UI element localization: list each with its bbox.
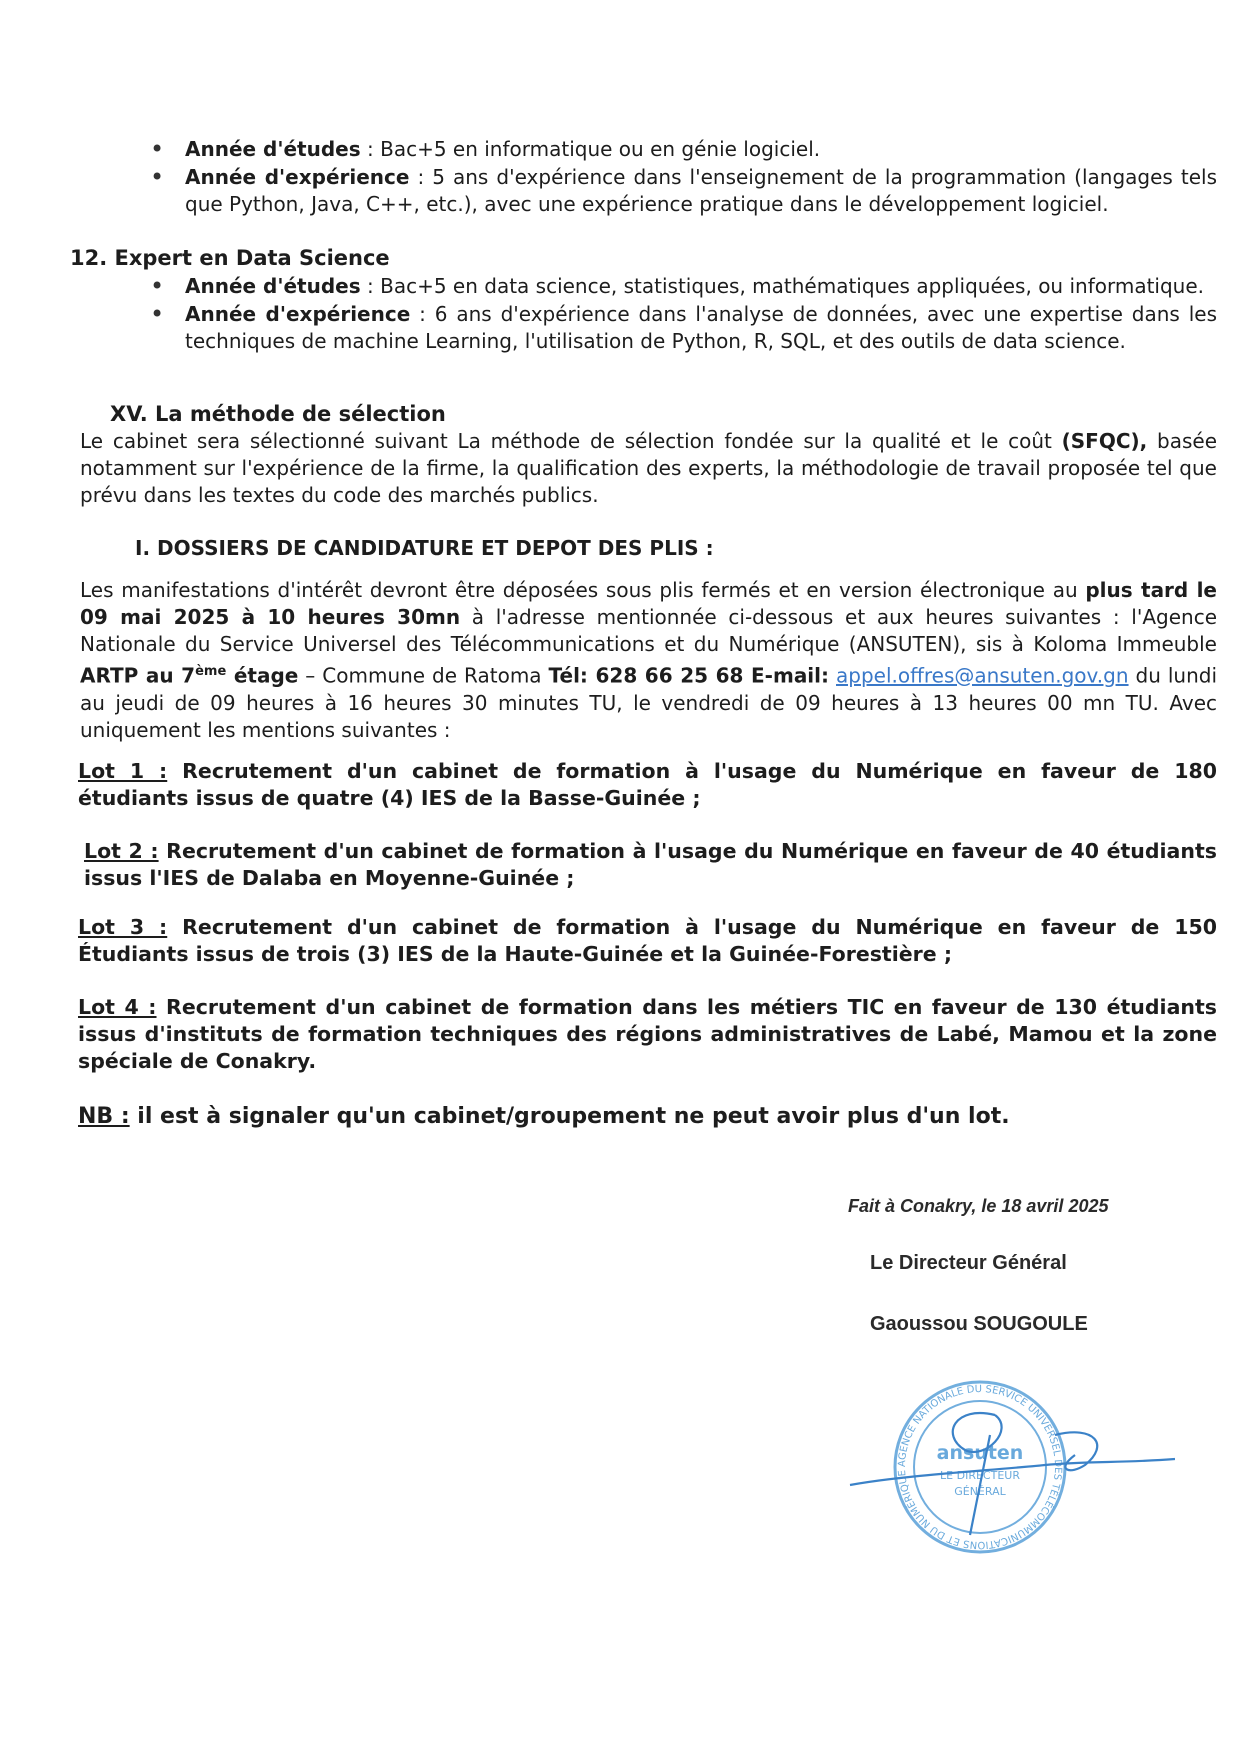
dossiers-title: I. DOSSIERS DE CANDIDATURE ET DEPOT DES PLIS :	[135, 536, 714, 560]
section12-requirements	[150, 273, 1217, 356]
email-link[interactable]: appel.offres@ansuten.gov.gn	[836, 663, 1129, 688]
selection-method-title: XV. La méthode de sélection	[110, 402, 446, 426]
stamp-inner-text: LE DIRECTEUR	[940, 1469, 1020, 1482]
stamp-inner-text: GÉNÉRAL	[954, 1485, 1006, 1498]
lot-item: Lot 3 : Recrutement d'un cabinet de formation à l'usage du Numérique en faveur de 150 Étudiants issus de trois (3) IES de la Haute-Guinée et la Guinée-Forestière ;	[78, 915, 1217, 966]
stamp-ring-text: AGENCE NATIONALE DU SERVICE UNIVERSEL DES TÉLÉCOMMUNICATIONS ET DU NUMÉRIQUE	[896, 1383, 1064, 1551]
lot-item: Lot 4 : Recrutement d'un cabinet de formation dans les métiers TIC en faveur de 130 étudiants issus d'instituts de formation techniques des régions administratives de Labé, Mamou et la zone spéciale de Conakry.	[78, 995, 1217, 1073]
place-date: Fait à Conakry, le 18 avril 2025	[848, 1196, 1109, 1216]
requirement-item: • Année d'expérience : 5 ans d'expérience dans l'enseignement de la programmation (langages tels que Python, Java, C++, etc.), avec une expérience pratique dans le développement logiciel.	[150, 164, 1217, 218]
dossiers-text: Les manifestations d'intérêt devront être déposées sous plis fermés et en version électronique au plus tard le 09 mai 2025 à 10 heures 30mn à l'adresse mentionnée ci-dessous et aux heures suivantes : l'Agence Nationale du Service Universel des Télécommunications et du Numérique (ANSUTEN), sis à Koloma Immeuble ARTP au 7ème étage – Commune de Ratoma Tél: 628 66 25 68 E-mail: appel.offres@ansuten.gov.gn du lundi au jeudi de 09 heures à 16 heures 30 minutes TU, le vendredi de 09 heures à 13 heures 00 mn TU. Avec uniquement les mentions suivantes :	[80, 578, 1218, 742]
requirement-item: • Année d'études : Bac+5 en informatique ou en génie logiciel.	[150, 136, 1217, 163]
official-stamp	[845, 1375, 1175, 1555]
lot-item: Lot 1 : Recrutement d'un cabinet de formation à l'usage du Numérique en faveur de 180 étudiants issus de quatre (4) IES de la Basse-Guinée ;	[78, 759, 1217, 810]
signatory-role: Le Directeur Général	[870, 1252, 1067, 1274]
requirement-item: • Année d'expérience : 6 ans d'expérience dans l'analyse de données, avec une expertise dans les techniques de machine Learning, l'utilisation de Python, R, SQL, et des outils de data science.	[150, 301, 1217, 355]
section11-requirements	[150, 136, 1217, 219]
nb-note: NB : il est à signaler qu'un cabinet/groupement ne peut avoir plus d'un lot.	[78, 1104, 1010, 1129]
section12-title: 12. Expert en Data Science	[70, 246, 390, 270]
signatory-name: Gaoussou SOUGOULE	[870, 1313, 1088, 1335]
requirement-item: • Année d'études : Bac+5 en data science, statistiques, mathématiques appliquées, ou informatique.	[150, 273, 1217, 300]
lot-item: Lot 2 : Recrutement d'un cabinet de formation à l'usage du Numérique en faveur de 40 étudiants issus l'IES de Dalaba en Moyenne-Guinée ;	[84, 839, 1217, 890]
stamp-logo-text: ansuten	[936, 1442, 1024, 1464]
selection-method-text: Le cabinet sera sélectionné suivant La méthode de sélection fondée sur la qualité et le coût (SFQC), basée notamment sur l'expérience de la firme, la qualification des experts, la méthodologie de travail proposée tel que prévu dans les textes du code des marchés publics.	[80, 429, 1217, 507]
